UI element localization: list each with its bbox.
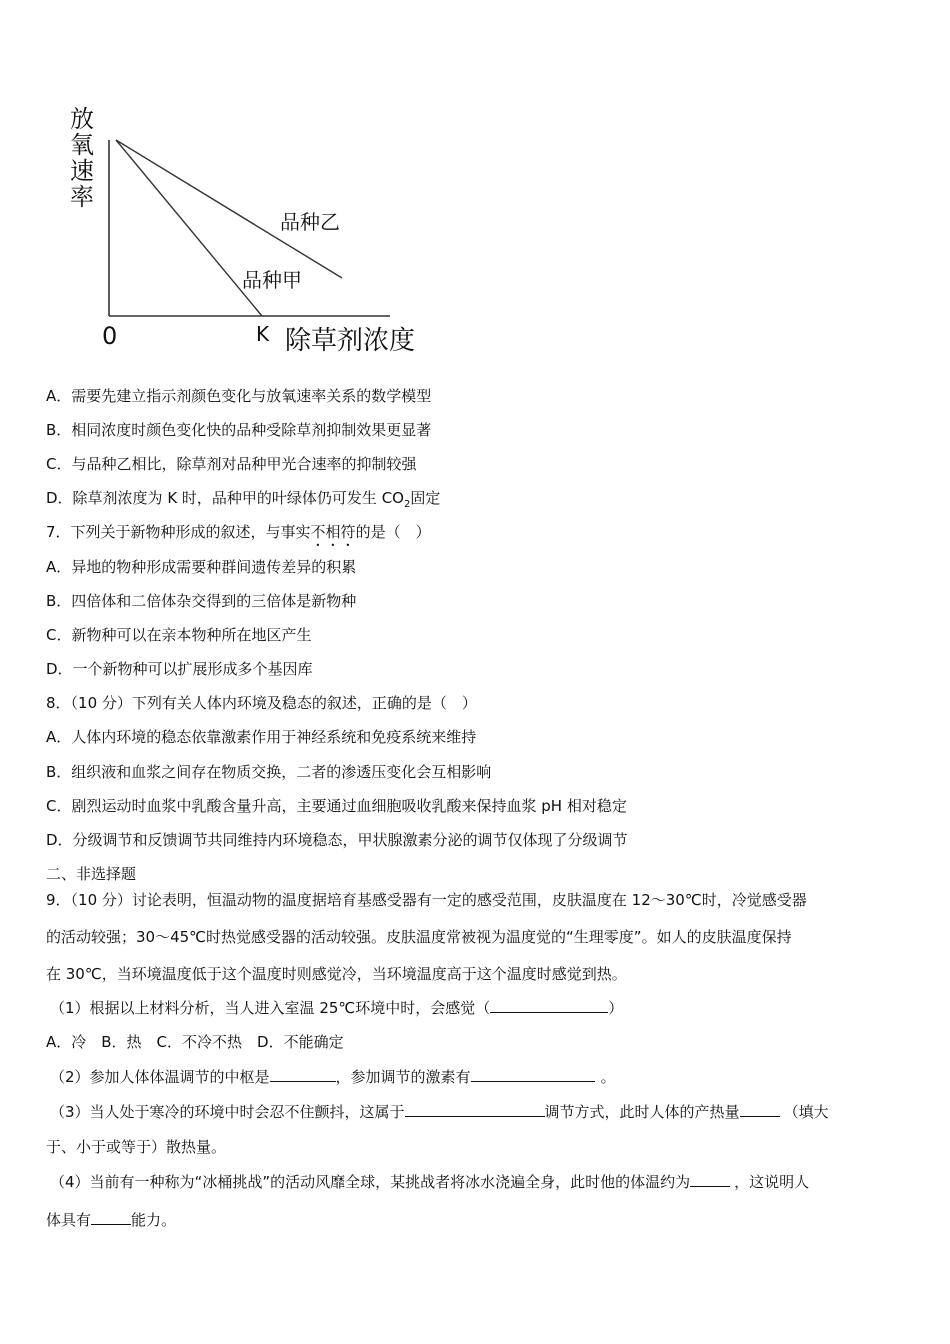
k-label: K [256, 322, 270, 346]
q7-stem [46, 522, 431, 550]
q9-part4-blank1[interactable] [690, 1172, 730, 1187]
series-a-line [116, 140, 262, 316]
q6-option-d-sub: 2 [403, 499, 411, 510]
q7-option-d: D．一个新物种可以扩展形成多个基因库 [46, 660, 313, 678]
section-heading: 二、非选择题 [46, 865, 137, 883]
series-b-label: 品种乙 [280, 210, 340, 234]
q9-part4-line2 [46, 1210, 176, 1230]
q7-option-c: C．新物种可以在亲本物种所在地区产生 [46, 626, 312, 644]
q9-part2-mid: ，参加调节的激素有 [335, 1068, 471, 1086]
q9-part1-end: ） [608, 999, 624, 1017]
q6-option-b: B．相同浓度时颜色变化快的品种受除草剂抑制效果更显著 [46, 421, 432, 439]
q9-part1-blank[interactable] [490, 998, 608, 1013]
q9-part3-end: （填大 [783, 1103, 829, 1121]
q6-option-a: A．需要先建立指示剂颜色变化与放氧速率关系的数学模型 [46, 387, 432, 405]
q8-option-a: A．人体内环境的稳态依靠激素作用于神经系统和免疫系统来维持 [46, 728, 477, 746]
q6-option-d-text: D．除草剂浓度为 K 时，品种甲的叶绿体仍可发生 CO [46, 489, 404, 507]
x-axis-label: 除草剂浓度 [285, 326, 416, 356]
q9-part3 [50, 1102, 829, 1122]
origin-label: 0 [102, 322, 118, 350]
q9-stem-line1: 9．（10 分）讨论表明，恒温动物的温度据培育基感受器有一定的感受范围，皮肤温度在 12～30℃时，冷觉感受器 [46, 891, 807, 909]
q6-option-d-end: 固定 [410, 489, 441, 507]
q9-part4-end: ，这说明人 [734, 1173, 810, 1191]
q9-part1-text: （1）根据以上材料分析，当人进入室温 25℃环境中时，会感觉（ [50, 999, 491, 1017]
q7-stem-post: 的是（ ） [355, 523, 431, 541]
q9-stem-line2: 的活动较强；30～45℃时热觉感受器的活动较强。皮肤温度常被视为温度觉的“生理零度”。如人的皮肤温度保持 [46, 928, 792, 946]
q9-part3-blank1[interactable] [405, 1102, 545, 1117]
q8-option-d: D．分级调节和反馈调节共同维持内环境稳态，甲状腺激素分泌的调节仅体现了分级调节 [46, 831, 628, 849]
q9-part3-line2: 于、小于或等于）散热量。 [46, 1138, 227, 1156]
q8-stem: 8．（10 分）下列有关人体内环境及稳态的叙述，正确的是（ ） [46, 694, 477, 712]
q9-stem-line3: 在 30℃，当环境温度低于这个温度时则感觉冷，当环境温度高于这个温度时感觉到热。 [46, 965, 627, 983]
q9-part4-line2-text: 体具有 [46, 1211, 92, 1229]
q9-part2-blank1[interactable] [270, 1067, 336, 1082]
q9-part4-blank2[interactable] [91, 1210, 131, 1225]
q8-option-c: C．剧烈运动时血浆中乳酸含量升高，主要通过血细胞吸收乳酸来保持血浆 pH 相对稳定 [46, 797, 627, 815]
q7-option-b: B．四倍体和二倍体杂交得到的三倍体是新物种 [46, 592, 357, 610]
q9-part2-text: （2）参加人体体温调节的中枢是 [50, 1068, 270, 1086]
q9-part3-blank2[interactable] [740, 1102, 780, 1117]
y-axis-label: 放氧速率 [70, 105, 94, 211]
q9-part2-blank2[interactable] [471, 1067, 595, 1082]
q8-option-b: B．组织液和血浆之间存在物质交换，二者的渗透压变化会互相影响 [46, 763, 492, 781]
series-a-label: 品种甲 [242, 268, 302, 292]
q7-stem-pre: 7．下列关于新物种形成的叙述，与事实 [46, 523, 311, 541]
q9-part4-line2-end: 能力。 [131, 1211, 177, 1229]
rate-figure [60, 100, 440, 360]
q9-part4 [50, 1172, 809, 1192]
q9-part3-mid: 调节方式，此时人体的产热量 [544, 1103, 740, 1121]
q9-part4-text: （4）当前有一种称为“冰桶挑战”的活动风靡全球，某挑战者将冰水浇遍全身，此时他的体温约为 [50, 1173, 691, 1191]
q9-part2-end: 。 [600, 1068, 616, 1086]
q6-option-c: C．与品种乙相比，除草剂对品种甲光合速率的抑制较强 [46, 455, 417, 473]
q9-part2 [50, 1067, 616, 1087]
q6-option-d [46, 488, 440, 515]
q7-option-a: A．异地的物种形成需要种群间遗传差异的积累 [46, 558, 357, 576]
q9-part1-options: A．冷 B．热 C．不冷不热 D．不能确定 [46, 1033, 344, 1051]
q9-part1 [50, 998, 623, 1018]
q7-stem-emphasis: 不相符 [310, 523, 356, 541]
q9-part3-text: （3）当人处于寒冷的环境中时会忍不住颤抖，这属于 [50, 1103, 405, 1121]
